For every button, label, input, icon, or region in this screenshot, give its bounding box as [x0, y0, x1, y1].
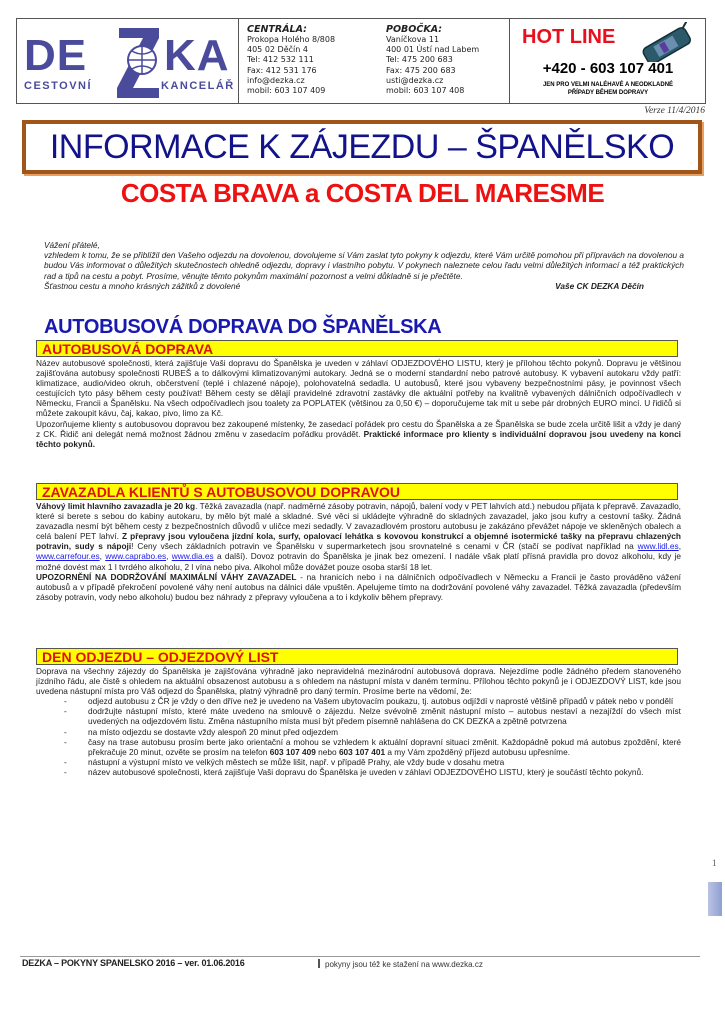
zavazadla-text: . Těžká zavazadla (např. nadměrné zásoby potravin, nápojů, balení vody v PET lahvích atd.) nebudou přijata k přepravě. Zavazadlo, které si berete s sebou do kabiny autokaru, by mělo být malé a skladné. Své věci si ukládejte výhradně do skladných zavazadel, jako jsou kufry a cestovní tašky. Žádná zavazadla nesmí být během cesty z bezpečnostních důvodů v uličce mezi sedadly. V zavazadlovém prostoru autobusu je zakázáno převážet nápoje ve skleněných obalech a celá balení PET lahví.	[36, 501, 681, 542]
pobocka-line: mobil: 603 107 408	[386, 86, 465, 96]
warning-bold: UPOZORNĚNÍ NA DODRŽOVÁNÍ MAXIMÁLNÍ VÁHY ZAVAZADEL	[36, 571, 297, 582]
doprava-body	[36, 358, 681, 449]
pobocka-line: 400 01 Ústí nad Labem	[386, 45, 480, 55]
side-tab-decoration	[708, 882, 722, 916]
pobocka-email[interactable]: usti@dezka.cz	[386, 75, 444, 85]
centrala-line: Tel: 412 532 111	[247, 55, 314, 65]
hotline-note	[510, 81, 706, 97]
zavazadla-paragraph: Váhový limit hlavního zavazadla je 20 kg. Těžká zavazadla (např. nadměrné zásoby potravin, nápojů, balení vody v PET lahvích atd.) nebudou přijata k přepravě. Zavazadlo, které si berete s sebou do kabiny autokaru, by mělo být malé a skladné. Své věci si ukládejte výhradně do skladných zavazadel, jako jsou kufry a cestovní tašky. Žádná zavazadla nesmí být během cesty z bezpečnostních důvodů v uličce mezi sedadly. V zavazadlovém prostoru autobusu je zakázáno převážet nápoje ve skleněných obalech a celá balení PET lahví. Z přepravy jsou vyloučena jízdní kola, surfy, opalovací lehátka s kovovou konstrukcí a objemné isotermické tašky na přepravu chlazených potravin, sudy s nápoji! Ceny všech základních potravin ve Španělsku v supermarketech jsou srovnatelné s cenami v ČR (stačí se podívat například na www.lidl.es, www.carrefour.es, www.caprabo.es, www.dia.es a další). Dovoz potravin do Španělska je jinak bez omezení. I nadále však platí přísná pravidla pro dovoz alkoholu, kdy je možné dovést max 1 l tvrdého alkoholu, 2 l vína nebo piva. Alkohol může dovážet pouze osoba starší 18 let.	[36, 501, 682, 572]
doprava-p2-bold: Praktické informace pro klienty s individuální dopravou jsou uvedeny na konci těchto pokynů.	[36, 428, 681, 449]
list-item: - na místo odjezdu se dostavte vždy alespoň 20 minut před odjezdem	[36, 727, 681, 737]
hotline-note-line: PŘÍPADY BĚHEM DOPRAVY	[567, 90, 649, 96]
intro-letter	[44, 240, 684, 291]
link-carrefour[interactable]: www.carrefour.es	[36, 551, 100, 562]
centrala-line: 405 02 Děčín 4	[247, 45, 308, 55]
list-item: - nástupní a výstupní místo ve velkých městech se může lišit, např. v případě Prahy, ale vždy bude v dosahu metra	[36, 757, 681, 767]
list-item: - název autobusové společnosti, která zajišťuje Vaši dopravu do Španělska je uveden v záhlaví ODJEZDOVÉHO LISTU, který je součástí těchto pokynů.	[36, 767, 681, 777]
hotline-note-line: JEN PRO VELMI NALÉHAVÉ A NEODKLADNÉ	[542, 82, 674, 88]
contact-info	[240, 18, 510, 104]
centrala-line: Prokopa Holého 8/808	[247, 35, 336, 44]
logo-text-left: DE	[24, 31, 88, 80]
warning-text: - na hranicích nebo i na dálničních odpočívadlech v Německu a Francii je často prováděno vážení autobusů a v případě překročení povolené váhy není autobus na dálnici dále vpuštěn. Apelujeme tímto na dodržování povolené váhy zavazadel. Těžká zavazadla (především zásoby potravin, vody nebo alkoholu) budou bez náhrady z přepravy vyloučena a to i kdykoliv během přepravy.	[36, 571, 681, 602]
contact-centrala	[247, 24, 335, 96]
hotline-title: HOT LINE	[522, 26, 616, 48]
pobocka-heading: POBOČKA:	[386, 24, 443, 35]
zavazadla-text: a další). Dovoz potravin do Španělska je jinak bez omezení. I nadále však platí přísná pravidla pro dovoz alkoholu, kdy je možné dovést max 1 l tvrdého alkoholu, 2 l vína nebo piva. Alkohol může dovážet pouze osoba starší 18 let.	[36, 551, 681, 572]
list-item: - dodržujte nástupní místo, které máte uvedeno na smlouvě o zájezdu. Nelze svévolně změnit nástupní místo – autobus nestaví a nezajíždí do všech míst uvedených na odjezdovém listu. Změna nástupního místa musí být předem písemně nahlášena do CK DEZKA a zpětně potvrzena	[36, 706, 681, 726]
intro-greeting: Vážení přátelé,	[44, 240, 100, 250]
list-item	[36, 737, 681, 757]
centrala-email[interactable]: info@dezka.cz	[247, 75, 305, 85]
odjezd-body	[36, 666, 681, 777]
centrala-heading: CENTRÁLA:	[247, 24, 307, 35]
intro-paragraph: vzhledem k tomu, že se přiblížil den Vašeho odjezdu na dovolenou, dovolujeme si Vám zaslat tyto pokyny k odjezdu, které Vám určitě pomohou při přípravách na dovolenou a budou Vás informovat o důležitých skutečnostech ohledně odjezdu, dopravy i vlastního pobytu. V pokynech naleznete celou řadu velmi důležitých informací a též praktických rad a tipů na cestu a pobyt. Prosíme, věnujte těmto pokynům maximální pozornost a velmi důkladně si je přečtěte.	[44, 250, 684, 281]
logo-text-right: KA	[164, 31, 230, 80]
doprava-paragraph-2	[36, 419, 681, 449]
doprava-p2-text: Upozorňujeme klienty s autobusovou dopravou bez zakoupené místenky, že zasedací pořádek pro cestu do Španělska a ze Španělska se bude zcela určitě lišit a vždy je daný z CK. Řidič ani delegát nemá možnost žádnou změnu v zasedacím pořádku provádět.	[36, 418, 681, 439]
doprava-heading-bar	[36, 340, 678, 357]
pobocka-line: Vaníčkova 11	[386, 35, 440, 44]
page-number: 1	[712, 858, 717, 868]
intro-signature: Vaše CK DEZKA Děčín	[555, 280, 644, 291]
list-text: a my Vám zpožděný příjezd autobusu upřesníme.	[385, 746, 571, 757]
odjezd-heading-bar	[36, 648, 678, 665]
mobile-phone-icon	[636, 22, 700, 62]
centrala-line: Fax: 412 531 176	[247, 65, 317, 75]
version-label: Verze 11/4/2016	[644, 106, 705, 116]
centrala-line: mobil: 603 107 409	[247, 86, 326, 96]
page-subtitle: COSTA BRAVA a COSTA DEL MARESME	[120, 178, 605, 208]
footer-left: DEZKA – POKYNY SPANELSKO 2016 – ver. 01.06.2016	[22, 958, 245, 968]
link-lidl[interactable]: www.lidl.es	[637, 541, 679, 552]
zavazadla-heading: ZAVAZADLA KLIENTŮ S AUTOBUSOVOU DOPRAVOU	[42, 484, 401, 500]
list-item: - odjezd autobusu z ČR je vždy o den dříve než je uvedeno na Vašem ubytovacím poukazu, tj. autobus odjíždí v naprosté většině případů v pátek nebo v pondělí	[36, 696, 681, 706]
zavazadla-body	[36, 501, 681, 602]
hotline-box	[510, 18, 706, 104]
zavazadla-warning	[36, 572, 681, 602]
zavazadla-text: ! Ceny všech základních potravin ve Španělsku v supermarketech jsou srovnatelné s cenami v ČR (stačí se podívat například na	[131, 541, 638, 552]
odjezd-list	[36, 696, 681, 777]
pobocka-line: Tel: 475 200 683	[386, 55, 453, 65]
intro-closing-row	[44, 281, 684, 291]
logo-sub-left: CESTOVNÍ	[24, 80, 93, 92]
phone-number[interactable]: 603 107 401	[338, 746, 386, 757]
doprava-paragraph: Název autobusové společnosti, která zajišťuje Vaši dopravu do Španělska je uveden v záhlaví ODJEZDOVÉHO LISTU, který je přílohou těchto pokynů. Dopravu je většinou zajišťována autobusy společnosti RUBEŠ a to dálkovými klimatizovanými autokary. Jedná se o moderní standardní nebo patrové autobusy. K vybavení autokaru vždy patří: klimatizace, audio/video okruh, občerstvení (teplé i chlazené nápoje), polohovatelná sedadla. U autobusů, které jsou vybaveny bezpečnostními pásy, je povinnost všech cestujících tyto pásy během cesty používat! Během cesty se dělají pravidelné zdravotní zastávky dle aktuální potřeby na kvalitně vybavených dálničních odpočívadlech v Německu, Francii a Španělsku. Na všech odpočívadlech jsou toalety za POPLATEK (většinou za 0,50 €) – doporučujeme tak mít u sebe pár drobných EURO mincí. U řidičů si můžete zakoupit kávu, čaj, kakao, pivo, limo za Kč.	[36, 358, 681, 419]
logo-sub-right: KANCELÁŘ	[161, 80, 235, 92]
odjezd-heading: DEN ODJEZDU – ODJEZDOVÝ LIST	[42, 649, 279, 665]
intro-closing: Šťastnou cestu a mnoho krásných zážitků z dovolené	[44, 280, 241, 291]
dezka-logo	[16, 18, 239, 104]
link-caprabo[interactable]: www.caprabo.es	[105, 551, 167, 562]
hotline-number[interactable]: +420 - 603 107 401	[542, 60, 674, 77]
doprava-heading: AUTOBUSOVÁ DOPRAVA	[42, 341, 214, 357]
zavazadla-heading-bar	[36, 483, 678, 500]
logo-z-globe-icon	[115, 24, 161, 100]
list-text: časy na trase autobusu prosím berte jako orientační a mohou se vzhledem k aktuální dopravní situaci změnit. Každopádně pokud má autobus zpoždění, které překračuje 20 minut, ozvěte se prosím na telefon	[88, 736, 681, 757]
footer-divider	[20, 956, 700, 957]
page-title: INFORMACE K ZÁJEZDU – ŠPANĚLSKO	[49, 128, 675, 166]
title-frame	[22, 120, 702, 174]
contact-pobocka	[386, 24, 479, 96]
weight-limit: Váhový limit hlavního zavazadla je 20 kg	[36, 501, 196, 511]
section-heading: AUTOBUSOVÁ DOPRAVA DO ŠPANĚLSKA	[44, 316, 442, 338]
link-dia[interactable]: www.dia.es	[171, 551, 214, 562]
list-text: nebo	[315, 746, 339, 757]
pobocka-line: Fax: 475 200 683	[386, 65, 456, 75]
excluded-items: Z přepravy jsou vyloučena jízdní kola, surfy, opalovací lehátka s kovovou konstrukcí a objemné isotermické tašky na přepravu chlazených potravin, sudy s nápoji	[36, 531, 681, 552]
phone-number[interactable]: 603 107 409	[269, 746, 316, 757]
footer-right: pokyny jsou též ke stažení na www.dezka.cz	[318, 959, 483, 969]
odjezd-paragraph: Doprava na všechny zájezdy do Španělska je zajišťována výhradně jako nepravidelná mezinárodní autobusová doprava. Nejezdíme podle žádného předem stanoveného jízdního řádu, ale čistě s ohledem na aktuální obsazenost autobusu a s ohledem na nástupní místa v daném termínu. Přílohou těchto pokynů je i ODJEZDOVÝ LIST, kde jsou uvedena nástupní místa pro Váš odjezd do Španělska, platný výhradně pro daný termín. Prosíme berte na vědomí, že:	[36, 666, 681, 697]
